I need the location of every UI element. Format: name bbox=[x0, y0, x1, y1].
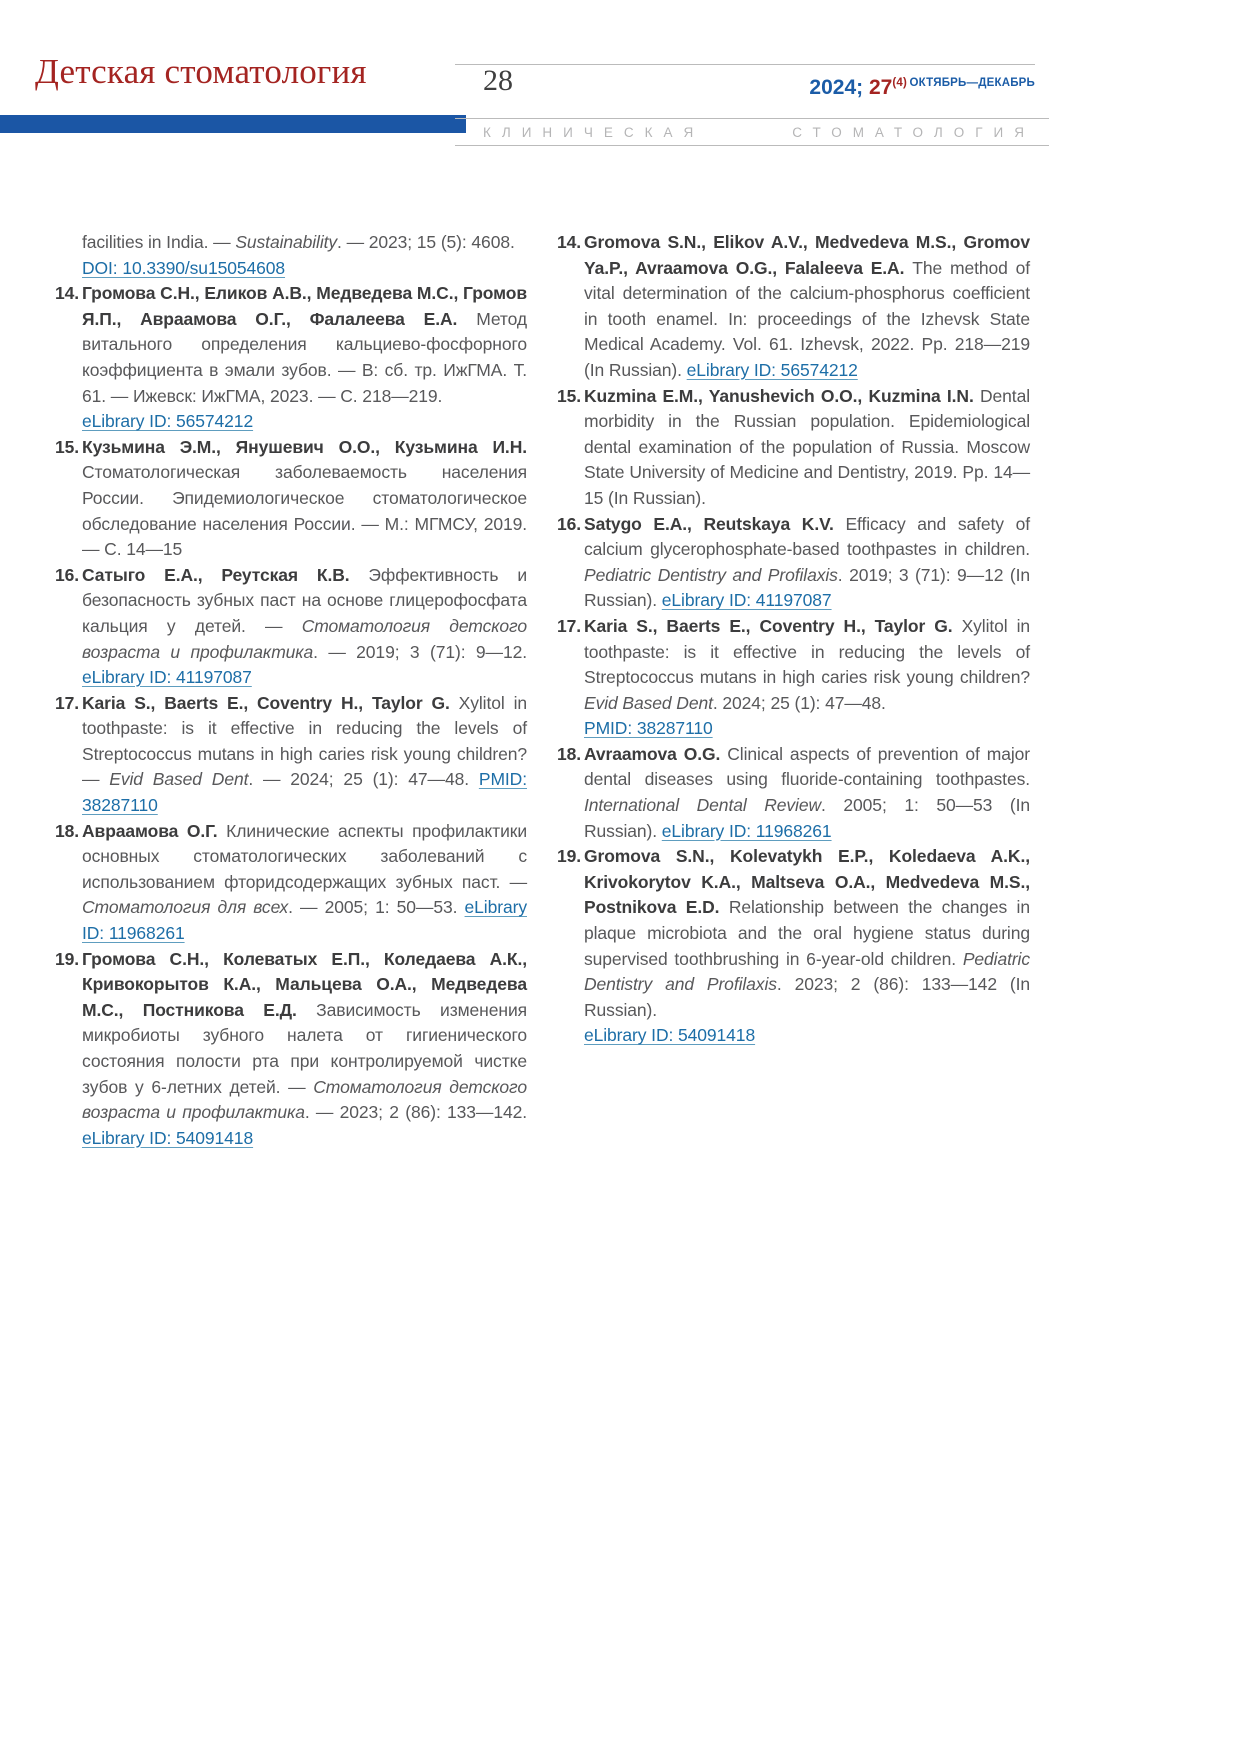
reference-item bbox=[557, 614, 1030, 742]
reference-text: . 2019; 3 (71): 9—12 (In Russian). bbox=[584, 564, 1030, 611]
reference-text: . — 2024; 25 (1): 47—48. bbox=[248, 769, 479, 790]
elibrary-link[interactable]: eLibrary ID: 41197087 bbox=[82, 667, 252, 688]
reference-text: Громова С.Н., Еликов А.В., Медведева М.С., Громов Я.П., Авраамова О.Г., Фалалеева Е.А. bbox=[82, 283, 527, 329]
reference-text: Громова С.Н., Колеватых Е.П., Коледаева А.К., Кривокорытов К.А., Мальцева О.А., Медведева М.С., Постникова Е.Д. bbox=[82, 948, 527, 1020]
reference-number: 14. bbox=[55, 283, 80, 304]
reference-number: 16. bbox=[557, 513, 582, 534]
reference-text: Метод витального определения кальциево-фосфорного коэффициента в эмали зубов. — В: сб. тр. ИжГМА. Т. 61. — Ижевск: ИжГМА, 2023. — С. 218—219. bbox=[82, 308, 527, 406]
reference-number: 15. bbox=[55, 436, 80, 457]
elibrary-link[interactable]: eLibrary ID: 11968261 bbox=[661, 820, 832, 841]
reference-text: Clinical aspects of prevention of major dental diseases using fluoride-containing toothpastes. bbox=[584, 743, 1030, 790]
reference-number: 15. bbox=[557, 385, 582, 406]
reference-item bbox=[557, 844, 1030, 1049]
reference-text: International Dental Review bbox=[584, 795, 822, 816]
reference-text: Relationship between the changes in plaque microbiota and the oral hygiene status during supervised toothbrushing in 6-year-old children. bbox=[584, 897, 1030, 969]
reference-text: Стоматология детского возраста и профилактика bbox=[82, 615, 527, 662]
reference-item bbox=[557, 384, 1030, 512]
reference-item bbox=[55, 281, 527, 435]
reference-text: Xylitol in toothpaste: is it effective in reducing the levels of Streptococcus mutans in high caries risk young children? — bbox=[82, 692, 527, 790]
reference-text: Клинические аспекты профилактики основных стоматологических заболеваний с использованием фторидсодержащих зубных паст. — bbox=[82, 820, 528, 892]
reference-text: . — 2023; 15 (5): 4608. bbox=[337, 232, 515, 252]
reference-text: Gromova S.N., Kolevatykh E.P., Koledaeva A.K., Krivokorytov K.A., Maltseva O.A., Medvedeva M.S., Postnikova E.D. bbox=[584, 846, 1030, 918]
reference-item bbox=[557, 742, 1030, 844]
reference-number: 14. bbox=[557, 232, 582, 252]
issue-volume: 27 bbox=[868, 76, 893, 99]
journal-name-word1: КЛИНИЧЕСКАЯ bbox=[483, 124, 705, 140]
reference-text: Pediatric Dentistry and Profilaxis bbox=[584, 948, 1030, 995]
reference-text: . 2005; 1: 50—53 (In Russian). bbox=[584, 795, 1030, 841]
reference-text: . — 2005; 1: 50—53. bbox=[288, 897, 465, 918]
reference-item bbox=[55, 230, 527, 281]
reference-text: Стоматологическая заболеваемость населения России. Эпидемиологическое стоматологическое обследование населения России. — М.: МГМСУ, 2019. — С. 14—15 bbox=[82, 462, 527, 560]
reference-text: . 2023; 2 (86): 133—142 (In Russian). bbox=[584, 974, 1030, 1020]
reference-text: Efficacy and safety of calcium glycerophosphate-based toothpastes in children. bbox=[584, 513, 1030, 560]
reference-text: Karia S., Baerts E., Coventry H., Taylor G. bbox=[584, 615, 962, 636]
issue-info bbox=[455, 76, 1035, 100]
reference-item bbox=[55, 691, 527, 819]
reference-text: The method of vital determination of the calcium-phosphorus coefficient in tooth enamel. In: proceedings of the Izhevsk State Medical Academy. Vol. 61. Izhevsk, 2022. Pp. 218—219 (In Russian). bbox=[584, 257, 1031, 380]
reference-text: Kuzmina E.M., Yanushevich O.O., Kuzmina I.N. bbox=[584, 385, 980, 406]
reference-text: Сатыго Е.А., Реутская К.В. bbox=[82, 564, 369, 585]
reference-text: Эффективность и безопасность зубных паст на основе глицерофосфата кальция у детей. — bbox=[82, 564, 527, 636]
reference-text: facilities in India. — bbox=[82, 232, 236, 252]
reference-item bbox=[55, 947, 527, 1152]
issue-months: ОКТЯБРЬ—ДЕКАБРЬ bbox=[909, 77, 1035, 89]
reference-text: Авраамова О.Г. bbox=[82, 820, 227, 841]
reference-text: Xylitol in toothpaste: is it effective in reducing the levels of Streptococcus mutans in high caries risk young children? bbox=[584, 615, 1030, 688]
reference-text: Satygo E.A., Reutskaya K.V. bbox=[584, 513, 846, 534]
reference-number: 18. bbox=[55, 820, 80, 841]
reference-number: 17. bbox=[557, 615, 582, 636]
reference-text: Стоматология для всех bbox=[82, 897, 289, 918]
reference-number: 16. bbox=[55, 564, 80, 585]
issue-year: 2024; bbox=[809, 76, 864, 99]
reference-text: Sustainability bbox=[235, 232, 338, 252]
reference-item bbox=[557, 230, 1030, 384]
references-column-ru bbox=[55, 230, 527, 1151]
doi-link[interactable]: DOI: 10.3390/su15054608 bbox=[82, 257, 286, 278]
reference-number: 17. bbox=[55, 692, 80, 713]
elibrary-link[interactable]: eLibrary ID: 54091418 bbox=[584, 1025, 756, 1046]
journal-name-word2: СТОМАТОЛОГИЯ bbox=[792, 124, 1035, 140]
pmid-link[interactable]: PMID: 38287110 bbox=[82, 769, 527, 816]
pmid-link[interactable]: PMID: 38287110 bbox=[584, 718, 713, 739]
reference-text: Стоматология детского возраста и профилактика bbox=[82, 1076, 527, 1123]
issue-number: (4) bbox=[892, 77, 907, 89]
elibrary-link[interactable]: eLibrary ID: 11968261 bbox=[82, 897, 527, 944]
reference-number: 18. bbox=[557, 743, 582, 764]
elibrary-link[interactable]: eLibrary ID: 56574212 bbox=[686, 359, 858, 380]
references-column-en bbox=[557, 230, 1030, 1151]
header-rule bbox=[455, 64, 1035, 65]
reference-number: 19. bbox=[55, 948, 80, 969]
reference-item bbox=[55, 435, 527, 563]
references-section bbox=[55, 230, 1030, 1151]
elibrary-link[interactable]: eLibrary ID: 54091418 bbox=[82, 1127, 254, 1148]
section-title-bar bbox=[0, 115, 466, 133]
journal-name bbox=[455, 118, 1049, 146]
reference-item bbox=[55, 819, 527, 947]
reference-number: 19. bbox=[557, 846, 582, 867]
page-number: 28 bbox=[483, 64, 513, 97]
reference-item bbox=[557, 512, 1030, 614]
reference-text: Pediatric Dentistry and Profilaxis bbox=[584, 564, 838, 585]
reference-text: Avraamova O.G. bbox=[584, 743, 728, 764]
reference-text: Karia S., Baerts E., Coventry H., Taylor G. bbox=[82, 692, 459, 713]
reference-text: Evid Based Dent bbox=[584, 692, 713, 713]
elibrary-link[interactable]: eLibrary ID: 41197087 bbox=[661, 590, 832, 611]
reference-text: Зависимость изменения микробиоты зубного налета от гигиенического состояния полости рта при контролируемой чистке зубов у 6-летних детей. — bbox=[82, 999, 527, 1097]
reference-text: Gromova S.N., Elikov A.V., Medvedeva M.S., Gromov Ya.P., Avraamova O.G., Falaleeva E.A. bbox=[584, 232, 1030, 278]
reference-item bbox=[55, 563, 527, 691]
reference-text: . — 2019; 3 (71): 9—12. bbox=[313, 641, 527, 662]
reference-text: Dental morbidity in the Russian population. Epidemiological dental examination of the population of Russia. Moscow State University of Medicine and Dentistry, 2019. Pp. 14—15 (In Russian). bbox=[584, 385, 1030, 508]
reference-text: . — 2023; 2 (86): 133—142. bbox=[304, 1102, 527, 1123]
reference-text: Evid Based Dent bbox=[109, 769, 249, 790]
section-title: Детская стоматология bbox=[35, 52, 367, 91]
elibrary-link[interactable]: eLibrary ID: 56574212 bbox=[82, 411, 254, 432]
reference-text: Кузьмина Э.М., Янушевич О.О., Кузьмина И.Н. bbox=[82, 436, 527, 457]
reference-text: . 2024; 25 (1): 47—48. bbox=[712, 692, 886, 713]
